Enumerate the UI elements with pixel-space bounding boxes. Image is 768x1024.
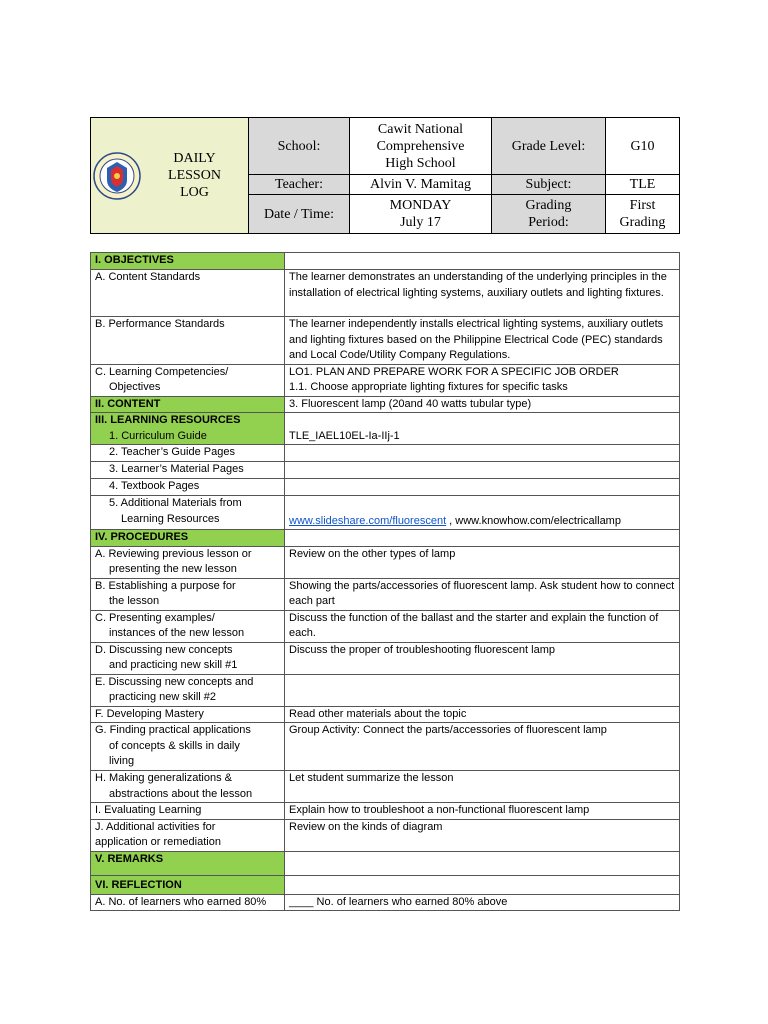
table-row [91, 706, 680, 723]
row-value: The learner demonstrates an understanding of the underlying principles in the installation of electrical lighting systems, auxiliary outlets and lighting fixtures. [285, 270, 680, 317]
row-value: TLE_IAEL10EL-Ia-IIj-1 [285, 413, 680, 445]
daily-lesson-log-title: DAILY LESSON LOG [168, 151, 221, 200]
grading-period-value: First Grading [606, 195, 680, 234]
table-row [91, 851, 680, 875]
table-row [91, 803, 680, 820]
procedures-heading: IV. PROCEDURES [91, 530, 285, 547]
table-row [91, 317, 680, 365]
content-heading: II. CONTENT [91, 396, 285, 413]
table-row [91, 578, 680, 610]
row-value [285, 674, 680, 706]
row-value: Discuss the function of the ballast and the starter and explain the function of each. [285, 610, 680, 642]
row-value: Discuss the proper of troubleshooting fluorescent lamp [285, 642, 680, 674]
table-row [91, 546, 680, 578]
table-row [91, 674, 680, 706]
row-label: H. Making generalizations & abstractions about the lesson [91, 771, 285, 803]
lesson-log-table [90, 252, 680, 911]
row-label: G. Finding practical applications of concepts & skills in daily living [91, 723, 285, 771]
table-row [91, 253, 680, 270]
row-value: Let student summarize the lesson [285, 771, 680, 803]
table-row [91, 819, 680, 851]
row-value: Explain how to troubleshoot a non-functional fluorescent lamp [285, 803, 680, 820]
deped-seal-icon [93, 152, 141, 200]
row-label: C. Learning Competencies/ Objectives [91, 364, 285, 396]
table-row [91, 875, 680, 894]
school-label: School: [249, 118, 350, 175]
table-row [91, 530, 680, 547]
table-row [91, 642, 680, 674]
row-value: Group Activity: Connect the parts/accessories of fluorescent lamp [285, 723, 680, 771]
row-label: 5. Additional Materials from Learning Resources [91, 496, 285, 530]
row-label: B. Performance Standards [91, 317, 285, 365]
row-value: The learner independently installs electrical lighting systems, auxiliary outlets and lighting fixtures based on the Philippine Electrical Code (PEC) standards and Local Code/Utility Company Regulations. [285, 317, 680, 365]
logo-cell [91, 118, 249, 234]
row-value: Review on the kinds of diagram [285, 819, 680, 851]
teacher-label: Teacher: [249, 175, 350, 195]
table-row [91, 771, 680, 803]
table-row [91, 364, 680, 396]
row-value: Showing the parts/accessories of fluorescent lamp. Ask student how to connect each part [285, 578, 680, 610]
row-label: C. Presenting examples/ instances of the new lesson [91, 610, 285, 642]
table-row [91, 723, 680, 771]
row-label: 4. Textbook Pages [91, 479, 285, 496]
table-row [91, 462, 680, 479]
row-value: Review on the other types of lamp [285, 546, 680, 578]
school-value: Cawit National Comprehensive High School [350, 118, 492, 175]
row-label: I. Evaluating Learning [91, 803, 285, 820]
row-value: 3. Fluorescent lamp (20and 40 watts tubular type) [285, 396, 680, 413]
row-value: LO1. PLAN AND PREPARE WORK FOR A SPECIFIC JOB ORDER 1.1. Choose appropriate lighting fixtures for specific tasks [285, 364, 680, 396]
date-time-label: Date / Time: [249, 195, 350, 234]
row-label: J. Additional activities for application or remediation [91, 819, 285, 851]
table-row [91, 445, 680, 462]
teacher-value: Alvin V. Mamitag [350, 175, 492, 195]
table-row [91, 894, 680, 911]
table-row [91, 270, 680, 317]
row-value: www.slideshare.com/fluorescent , www.knowhow.com/electricallamp [285, 496, 680, 530]
row-label: A. Content Standards [91, 270, 285, 317]
grading-period-label: Grading Period: [492, 195, 606, 234]
remarks-heading: V. REMARKS [91, 851, 285, 875]
table-row [91, 479, 680, 496]
header-table [90, 117, 680, 234]
grade-level-label: Grade Level: [492, 118, 606, 175]
grade-level-value: G10 [606, 118, 680, 175]
date-time-value: MONDAY July 17 [350, 195, 492, 234]
slideshare-link[interactable]: www.slideshare.com/fluorescent [289, 514, 447, 527]
row-label: F. Developing Mastery [91, 706, 285, 723]
row-label: 3. Learner’s Material Pages [91, 462, 285, 479]
row-label: A. No. of learners who earned 80% [91, 894, 285, 911]
reflection-heading: VI. REFLECTION [91, 875, 285, 894]
row-label: B. Establishing a purpose for the lesson [91, 578, 285, 610]
row-value: Read other materials about the topic [285, 706, 680, 723]
learning-resources-heading: III. LEARNING RESOURCES 1. Curriculum Guide [91, 413, 285, 445]
row-label: D. Discussing new concepts and practicing new skill #1 [91, 642, 285, 674]
subject-value: TLE [606, 175, 680, 195]
table-row [91, 413, 680, 445]
table-row [91, 396, 680, 413]
table-row [91, 496, 680, 530]
subject-label: Subject: [492, 175, 606, 195]
objectives-heading: I. OBJECTIVES [91, 253, 285, 270]
row-label: A. Reviewing previous lesson or presenting the new lesson [91, 546, 285, 578]
row-value: ____ No. of learners who earned 80% above [285, 894, 680, 911]
row-label: E. Discussing new concepts and practicing new skill #2 [91, 674, 285, 706]
row-label: 2. Teacher’s Guide Pages [91, 445, 285, 462]
table-row [91, 610, 680, 642]
